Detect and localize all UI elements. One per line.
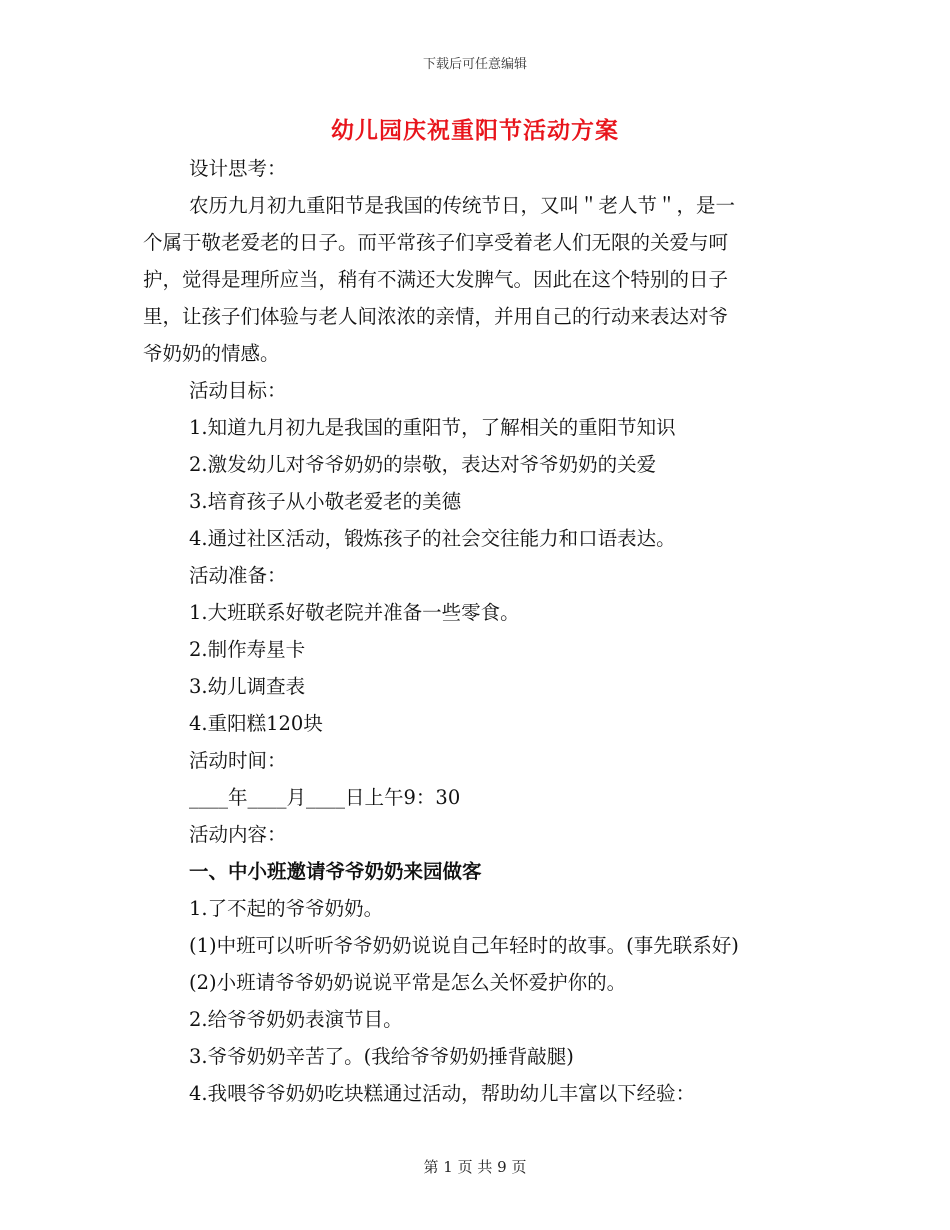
list-item: (2)小班请爷爷奶奶说说平常是怎么关怀爱护你的。 bbox=[189, 971, 627, 994]
section-heading: 活动时间： bbox=[189, 749, 287, 772]
list-item: 2.给爷爷奶奶表演节目。 bbox=[189, 1008, 403, 1031]
list-item: (1)中班可以听听爷爷奶奶说说自己年轻时的故事。(事先联系好) bbox=[189, 934, 739, 957]
list-item: 4.我喂爷爷奶奶吃块糕通过活动，帮助幼儿丰富以下经验： bbox=[189, 1082, 696, 1105]
list-item: 1.大班联系好敬老院并准备一些零食。 bbox=[189, 601, 520, 624]
list-item: 1.了不起的爷爷奶奶。 bbox=[189, 897, 384, 920]
paragraph-line: 爷奶奶的情感。 bbox=[143, 342, 280, 365]
section-heading: 活动目标： bbox=[189, 379, 287, 402]
paragraph-line: 护，觉得是理所应当，稍有不满还大发脾气。因此在这个特别的日子 bbox=[143, 268, 729, 291]
time-line: ____年____月____日上午9：30 bbox=[189, 786, 461, 809]
list-item: 2.制作寿星卡 bbox=[189, 638, 306, 661]
document-title: 幼儿园庆祝重阳节活动方案 bbox=[331, 117, 619, 144]
page-footer: 第 1 页 共 9 页 bbox=[423, 1158, 527, 1176]
subsection-heading: 一、中小班邀请爷爷奶奶来园做客 bbox=[189, 860, 482, 883]
list-item: 1.知道九月初九是我国的重阳节，了解相关的重阳节知识 bbox=[189, 416, 676, 439]
list-item: 3.爷爷奶奶辛苦了。(我给爷爷奶奶捶背敲腿) bbox=[189, 1045, 574, 1068]
paragraph-line: 里，让孩子们体验与老人间浓浓的亲情，并用自己的行动来表达对爷 bbox=[143, 305, 729, 328]
list-item: 2.激发幼儿对爷爷奶奶的崇敬，表达对爷爷奶奶的关爱 bbox=[189, 453, 657, 476]
list-item: 4.通过社区活动，锻炼孩子的社会交往能力和口语表达。 bbox=[189, 527, 676, 550]
document-body bbox=[143, 150, 813, 1112]
list-item: 4.重阳糕120块 bbox=[189, 712, 323, 735]
paragraph-line: 个属于敬老爱老的日子。而平常孩子们享受着老人们无限的关爱与呵 bbox=[143, 231, 729, 254]
paragraph-line: 农历九月初九重阳节是我国的传统节日，又叫＂老人节＂，是一 bbox=[189, 194, 736, 217]
section-heading: 活动准备： bbox=[189, 564, 287, 587]
list-item: 3.培育孩子从小敬老爱老的美德 bbox=[189, 490, 462, 513]
section-heading: 活动内容： bbox=[189, 823, 287, 846]
list-item: 3.幼儿调查表 bbox=[189, 675, 306, 698]
page-header: 下载后可任意编辑 bbox=[422, 57, 527, 72]
paragraph-line: 设计思考： bbox=[189, 157, 287, 180]
